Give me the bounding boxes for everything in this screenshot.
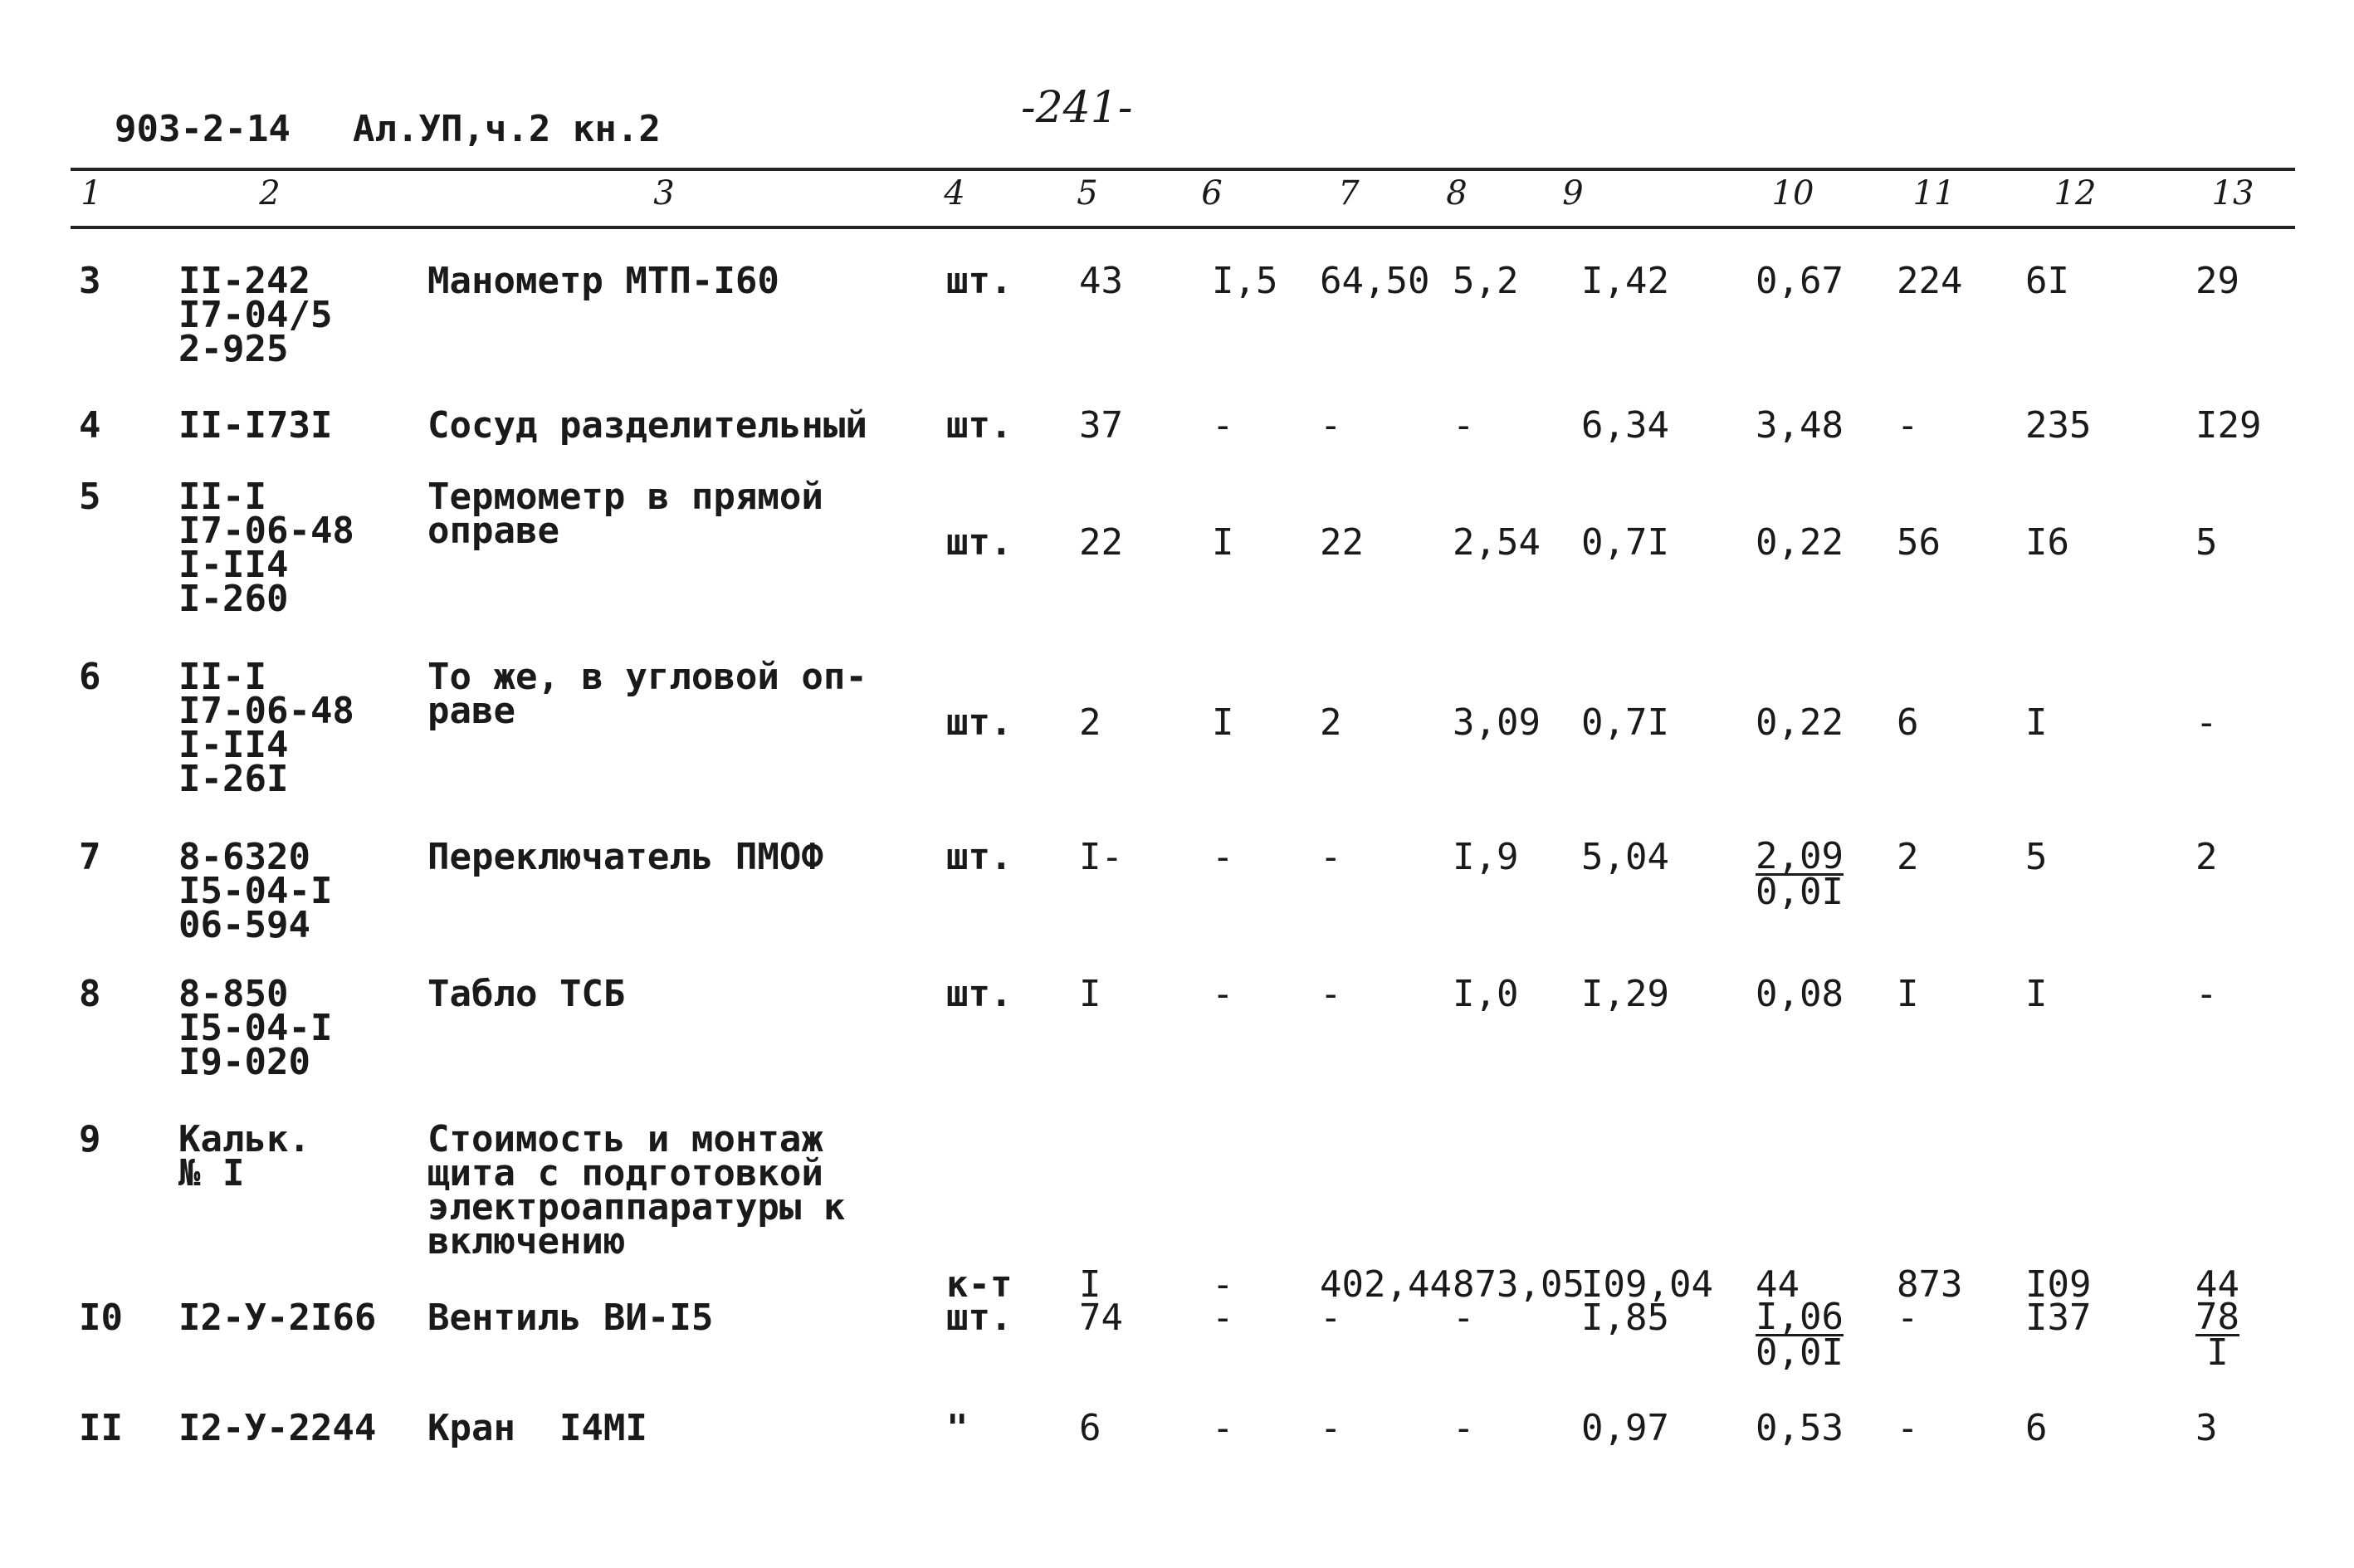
row-number: 7 xyxy=(79,836,101,878)
column-number-8: 8 xyxy=(1446,174,1468,212)
column-number-3: 3 xyxy=(653,174,675,212)
col-7-value: 64,50 xyxy=(1320,260,1430,302)
col-12-value: I xyxy=(2025,701,2048,744)
row-number: 4 xyxy=(79,404,101,447)
col-10-value-denominator: 0,0I xyxy=(1756,1331,1844,1374)
col-13-value: 5 xyxy=(2195,521,2218,564)
col-10-value-denominator: 0,0I xyxy=(1756,871,1844,913)
col-13-value: I29 xyxy=(2195,404,2262,447)
col-13-value: 29 xyxy=(2195,260,2239,302)
col-11-value: - xyxy=(1897,404,1919,447)
col-6-value: - xyxy=(1212,836,1234,878)
price-code: II-I73I xyxy=(178,404,333,447)
price-code: II-242 I7-04/5 2-925 xyxy=(178,260,333,370)
quantity: I xyxy=(1079,973,1101,1015)
col-11-value: - xyxy=(1897,1297,1919,1339)
column-number-10: 10 xyxy=(1771,174,1814,212)
item-name: Табло ТСБ xyxy=(427,973,626,1015)
col-9-value: 5,04 xyxy=(1581,836,1669,878)
unit: шт. xyxy=(946,404,1013,447)
item-name: То же, в угловой оп- раве xyxy=(427,656,867,732)
column-number-5: 5 xyxy=(1077,174,1098,212)
quantity: I- xyxy=(1079,836,1123,878)
col-11-value: - xyxy=(1897,1407,1919,1449)
col-12-value: 6I xyxy=(2025,260,2069,302)
col-8-value: 5,2 xyxy=(1453,260,1519,302)
col-6-value: - xyxy=(1212,973,1234,1015)
column-number-13: 13 xyxy=(2211,174,2254,212)
col-13-value: 3 xyxy=(2195,1407,2218,1449)
column-number-9: 9 xyxy=(1562,174,1584,212)
col-8-value: - xyxy=(1453,1407,1475,1449)
row-number: I0 xyxy=(79,1297,123,1339)
col-7-value: 22 xyxy=(1320,521,1364,564)
item-name: Стоимость и монтаж щита с подготовкой электроаппаратуры к включению xyxy=(427,1118,846,1263)
price-code: I2-У-2244 xyxy=(178,1407,377,1449)
col-7-value: - xyxy=(1320,1407,1342,1449)
quantity: 74 xyxy=(1079,1297,1123,1339)
col-8-value: - xyxy=(1453,404,1475,447)
col-10-value xyxy=(1756,1296,1844,1374)
row-number: 3 xyxy=(79,260,101,302)
quantity: 22 xyxy=(1079,521,1123,564)
col-13-value: 44 xyxy=(2195,1263,2239,1306)
col-12-value: I09 xyxy=(2025,1263,2092,1306)
item-name: Сосуд разделительный xyxy=(427,404,867,447)
col-6-value: - xyxy=(1212,1407,1234,1449)
column-number-2: 2 xyxy=(259,174,281,212)
item-name: Манометр МТП-I60 xyxy=(427,260,779,302)
col-7-value: 2 xyxy=(1320,701,1342,744)
col-13-value: 2 xyxy=(2195,836,2218,878)
col-10-value-numerator: 2,09 xyxy=(1756,835,1844,877)
col-10-value xyxy=(1756,835,1844,913)
quantity: 43 xyxy=(1079,260,1123,302)
col-10-value: 0,08 xyxy=(1756,973,1844,1015)
price-code: 8-850 I5-04-I I9-020 xyxy=(178,973,333,1083)
unit: шт. xyxy=(946,836,1013,878)
col-8-value: 2,54 xyxy=(1453,521,1541,564)
unit: шт. xyxy=(946,1297,1013,1339)
col-7-value: - xyxy=(1320,973,1342,1015)
col-6-value: - xyxy=(1212,1263,1234,1306)
col-9-value: I,85 xyxy=(1581,1297,1669,1339)
unit: шт. xyxy=(946,973,1013,1015)
album-reference: Ал.УП,ч.2 кн.2 xyxy=(353,108,661,150)
column-number-6: 6 xyxy=(1201,174,1223,212)
column-number-11: 11 xyxy=(1912,174,1956,212)
column-number-7: 7 xyxy=(1338,174,1360,212)
col-8-value: I,9 xyxy=(1453,836,1519,878)
unit: шт. xyxy=(946,260,1013,302)
item-name: Термометр в прямой оправе xyxy=(427,476,823,552)
quantity: 6 xyxy=(1079,1407,1101,1449)
col-9-value: I,29 xyxy=(1581,973,1669,1015)
col-11-value: 6 xyxy=(1897,701,1919,744)
header-top-rule xyxy=(71,168,2295,171)
col-11-value: I xyxy=(1897,973,1919,1015)
col-8-value: - xyxy=(1453,1297,1475,1339)
col-13-value xyxy=(2195,1296,2239,1374)
column-number-1: 1 xyxy=(81,174,102,212)
price-code: I2-У-2I66 xyxy=(178,1297,377,1339)
row-number: II xyxy=(79,1407,123,1449)
col-6-value: I xyxy=(1212,701,1234,744)
column-number-12: 12 xyxy=(2054,174,2097,212)
row-number: 8 xyxy=(79,973,101,1015)
price-code: 8-6320 I5-04-I 06-594 xyxy=(178,836,333,946)
col-9-value: I09,04 xyxy=(1581,1263,1713,1306)
row-number: 6 xyxy=(79,656,101,698)
col-7-value: - xyxy=(1320,836,1342,878)
col-12-value: 6 xyxy=(2025,1407,2048,1449)
col-10-value: 3,48 xyxy=(1756,404,1844,447)
price-code: Кальк. № I xyxy=(178,1118,310,1194)
quantity: I xyxy=(1079,1263,1101,1306)
col-9-value: 6,34 xyxy=(1581,404,1669,447)
quantity: 2 xyxy=(1079,701,1101,744)
row-number: 5 xyxy=(79,476,101,518)
col-13-value: - xyxy=(2195,973,2218,1015)
col-10-value: 0,53 xyxy=(1756,1407,1844,1449)
col-12-value: I37 xyxy=(2025,1297,2092,1339)
col-9-value: 0,7I xyxy=(1581,521,1669,564)
col-13-value: - xyxy=(2195,701,2218,744)
col-12-value: I xyxy=(2025,973,2048,1015)
unit: " xyxy=(946,1407,969,1449)
col-8-value: 873,05 xyxy=(1453,1263,1585,1306)
unit: шт. xyxy=(946,701,1013,744)
quantity: 37 xyxy=(1079,404,1123,447)
col-12-value: I6 xyxy=(2025,521,2069,564)
row-number: 9 xyxy=(79,1118,101,1160)
col-10-value: 0,67 xyxy=(1756,260,1844,302)
item-name: Вентиль ВИ-I5 xyxy=(427,1297,714,1339)
col-10-value: 0,22 xyxy=(1756,521,1844,564)
col-13-value-numerator: 78 xyxy=(2195,1296,2239,1338)
col-9-value: 0,7I xyxy=(1581,701,1669,744)
col-7-value: 402,44 xyxy=(1320,1263,1452,1306)
col-6-value: - xyxy=(1212,1297,1234,1339)
col-11-value: 56 xyxy=(1897,521,1941,564)
col-8-value: 3,09 xyxy=(1453,701,1541,744)
page-number: -241- xyxy=(1021,83,1133,133)
col-10-value-numerator: I,06 xyxy=(1756,1296,1844,1338)
col-11-value: 224 xyxy=(1897,260,1963,302)
col-10-value: 0,22 xyxy=(1756,701,1844,744)
col-12-value: 5 xyxy=(2025,836,2048,878)
unit: к-т xyxy=(946,1263,1013,1306)
col-13-value-denominator: I xyxy=(2206,1331,2229,1374)
item-name: Кран I4МI xyxy=(427,1407,647,1449)
column-number-4: 4 xyxy=(944,174,965,212)
col-11-value: 2 xyxy=(1897,836,1919,878)
col-12-value: 235 xyxy=(2025,404,2092,447)
price-code: II-I I7-06-48 I-II4 I-26I xyxy=(178,656,354,800)
unit: шт. xyxy=(946,521,1013,564)
col-6-value: I xyxy=(1212,521,1234,564)
col-7-value: - xyxy=(1320,1297,1342,1339)
document-code: 903-2-14 xyxy=(115,108,291,150)
price-code: II-I I7-06-48 I-II4 I-260 xyxy=(178,476,354,620)
col-6-value: I,5 xyxy=(1212,260,1278,302)
col-9-value: I,42 xyxy=(1581,260,1669,302)
col-6-value: - xyxy=(1212,404,1234,447)
header-bottom-rule xyxy=(71,226,2295,229)
col-11-value: 873 xyxy=(1897,1263,1963,1306)
item-name: Переключатель ПМОФ xyxy=(427,836,823,878)
col-9-value: 0,97 xyxy=(1581,1407,1669,1449)
col-7-value: - xyxy=(1320,404,1342,447)
col-10-value: 44 xyxy=(1756,1263,1800,1306)
col-8-value: I,0 xyxy=(1453,973,1519,1015)
